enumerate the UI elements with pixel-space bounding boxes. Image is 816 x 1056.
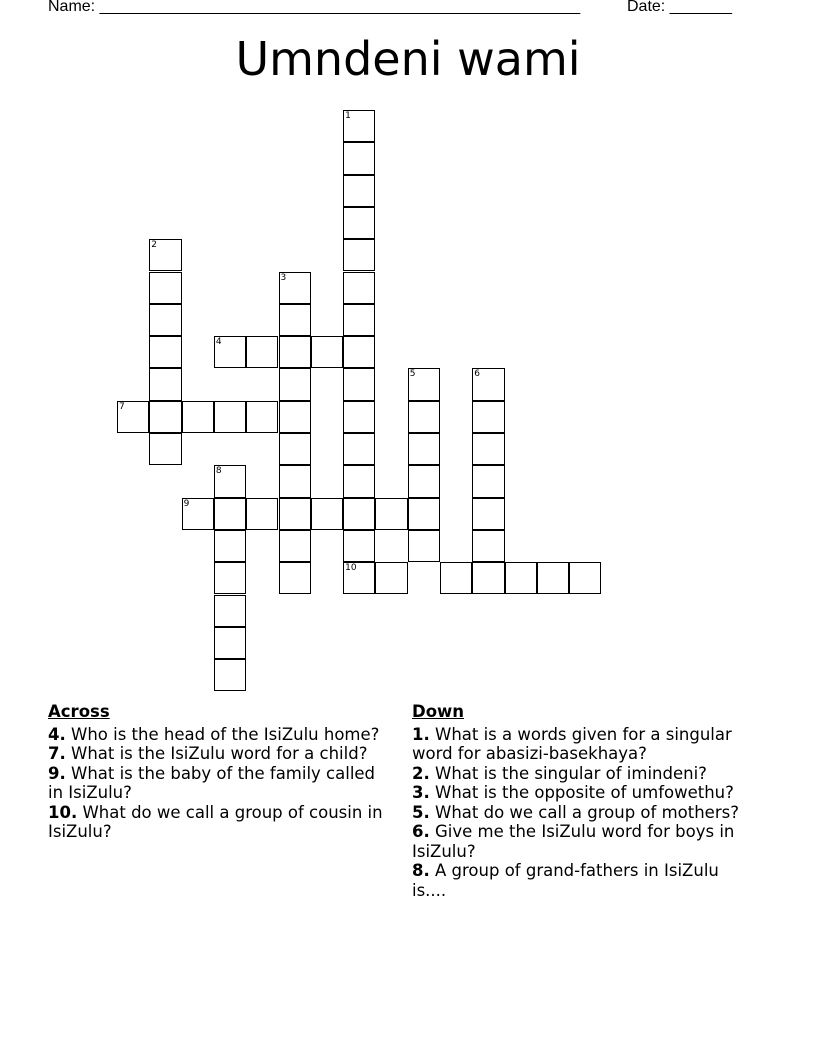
grid-cell[interactable] [214,562,246,594]
grid-cell[interactable] [149,239,181,271]
grid-cell[interactable] [537,562,569,594]
clue-text: What is the IsiZulu word for a child? [71,744,368,763]
across-clue-list [48,725,393,842]
grid-cell[interactable] [569,562,601,594]
clue-text: What do we call a group of cousin in IsiZulu? [48,802,383,841]
grid-cell[interactable] [149,433,181,465]
down-heading: Down [412,702,465,721]
grid-cell[interactable] [182,401,214,433]
grid-cell[interactable] [214,595,246,627]
grid-cell[interactable] [149,304,181,336]
down-clue [412,783,757,803]
grid-cell[interactable] [279,498,311,530]
name-field[interactable]: Name: ______________________________________________________ [48,0,581,15]
clue-text: What is the singular of imindeni? [435,763,707,783]
grid-cell[interactable] [149,368,181,400]
grid-cell[interactable] [214,401,246,433]
clue-number: 2 [151,240,158,251]
grid-cell[interactable] [343,207,375,239]
clue-number: 6. [412,822,430,841]
clue-number: 5 [409,369,416,380]
clue-number: 8 [215,466,222,477]
grid-cell[interactable] [246,401,278,433]
grid-cell[interactable] [343,530,375,562]
grid-cell[interactable] [343,465,375,497]
grid-cell[interactable] [343,401,375,433]
grid-cell[interactable] [343,562,375,594]
down-clue [412,725,757,764]
grid-cell[interactable] [279,304,311,336]
clue-number: 3. [412,783,430,802]
across-clues [48,702,393,842]
grid-cell[interactable] [214,530,246,562]
clue-number: 1. [412,724,430,744]
clue-number: 5. [412,802,430,822]
clue-text: What do we call a group of mothers? [435,802,739,822]
grid-cell[interactable] [279,401,311,433]
down-clue-list [412,725,757,901]
clue-number: 10 [345,563,357,574]
down-clue [412,764,757,784]
clue-text: A group of grand-fathers in IsiZulu is.... [412,861,719,900]
grid-cell[interactable] [279,272,311,304]
clue-number: 1 [345,111,351,121]
clue-number: 3 [280,272,287,283]
grid-cell[interactable] [279,562,311,594]
grid-cell[interactable] [375,562,407,594]
grid-cell[interactable] [440,562,472,594]
clue-text: What is a words given for a singular word for abasizi-basekhaya? [412,724,732,763]
grid-cell[interactable] [472,530,504,562]
date-field[interactable]: Date: _______ [627,0,732,15]
grid-cell[interactable] [343,272,375,304]
grid-cell[interactable] [343,239,375,271]
grid-cell[interactable] [279,465,311,497]
grid-cell[interactable] [343,368,375,400]
grid-cell[interactable] [279,433,311,465]
page-title: Umndeni wami [235,32,581,86]
grid-cell[interactable] [343,110,375,142]
clue-text: Who is the head of the IsiZulu home? [71,724,380,744]
grid-cell[interactable] [343,433,375,465]
grid-cell[interactable] [472,368,504,400]
clue-text: Give me the IsiZulu word for boys in IsiZulu? [412,822,735,861]
grid-cell[interactable] [505,562,537,594]
clue-number: 7. [48,744,66,763]
grid-cell[interactable] [246,498,278,530]
across-clue [48,764,393,803]
grid-cell[interactable] [117,401,149,433]
down-clue [412,861,757,900]
grid-cell[interactable] [472,562,504,594]
grid-cell[interactable] [472,433,504,465]
grid-cell[interactable] [408,465,440,497]
across-heading: Across [48,702,110,721]
grid-cell[interactable] [472,401,504,433]
clue-number: 8. [412,861,430,880]
clue-number: 4. [48,724,66,744]
clue-number: 10. [48,802,78,822]
grid-cell[interactable] [472,465,504,497]
clue-number: 7 [119,401,125,412]
grid-cell[interactable] [375,498,407,530]
grid-cell[interactable] [214,498,246,530]
grid-cell[interactable] [246,336,278,368]
grid-cell[interactable] [214,465,246,497]
grid-cell[interactable] [408,433,440,465]
grid-cell[interactable] [408,368,440,400]
down-clue [412,803,757,823]
grid-cell[interactable] [149,336,181,368]
grid-cell[interactable] [149,272,181,304]
across-clue [48,803,393,842]
grid-cell[interactable] [343,142,375,174]
clue-text: What is the baby of the family called in IsiZulu? [48,763,376,802]
grid-cell[interactable] [343,175,375,207]
grid-cell[interactable] [408,401,440,433]
grid-cell[interactable] [343,336,375,368]
clue-number: 2. [412,763,430,783]
grid-cell[interactable] [214,659,246,691]
grid-cell[interactable] [408,498,440,530]
grid-cell[interactable] [279,336,311,368]
grid-cell[interactable] [279,368,311,400]
grid-cell[interactable] [311,336,343,368]
down-clues [412,702,757,900]
grid-cell[interactable] [343,498,375,530]
grid-cell[interactable] [311,498,343,530]
clue-text: What is the opposite of umfowethu? [435,783,734,802]
across-clue [48,725,393,745]
grid-cell[interactable] [343,304,375,336]
clue-number: 4 [215,337,222,348]
grid-cell[interactable] [279,530,311,562]
clue-number: 9. [48,763,66,783]
clue-number: 6 [474,369,481,380]
clue-number: 9 [183,498,190,509]
grid-cell[interactable] [472,498,504,530]
grid-cell[interactable] [408,530,440,562]
grid-cell[interactable] [214,627,246,659]
grid-cell[interactable] [214,336,246,368]
grid-cell[interactable] [149,401,181,433]
across-clue [48,744,393,764]
grid-cell[interactable] [182,498,214,530]
down-clue [412,822,757,861]
